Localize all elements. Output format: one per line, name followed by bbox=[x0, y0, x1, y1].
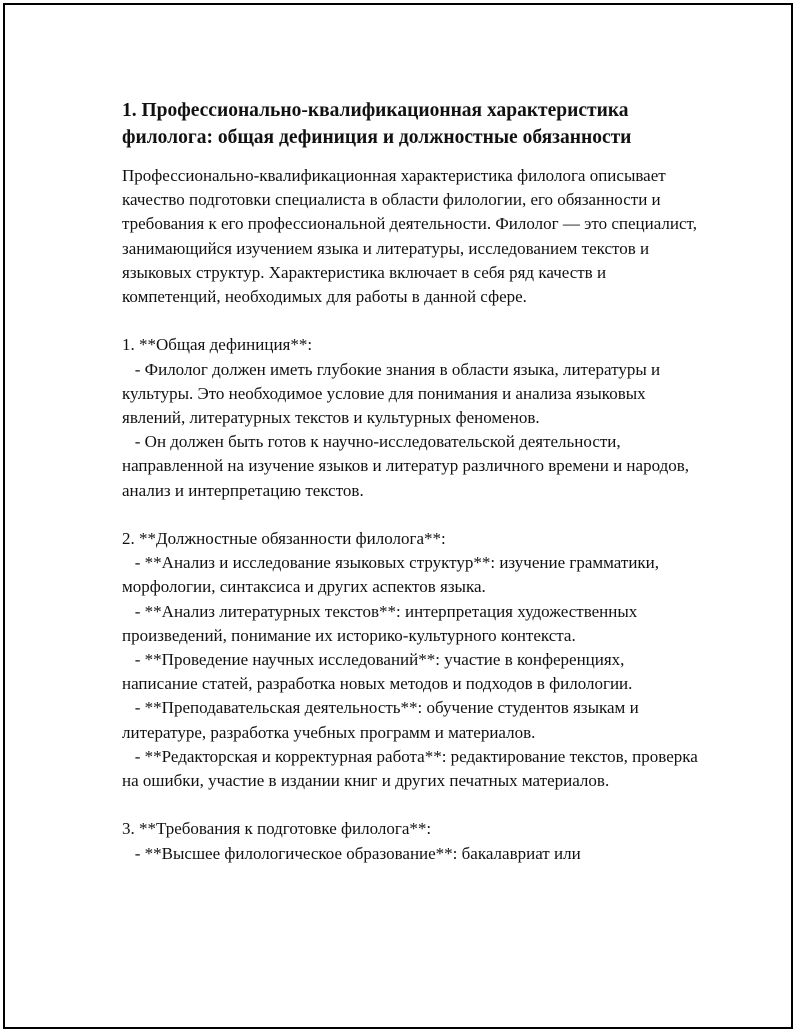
page-frame bbox=[3, 3, 793, 1029]
document-body: Профессионально-квалификационная характеристика филолога описывает качество подготовки специалиста в области филологии, его обязанности и требования к его профессиональной деятельности. Филолог — это специалист, занимающийся изучением языка и литературы, исследованием текстов и языковых структур. Характеристика включает в себя ряд качеств и компетенций, необходимых для работы в данной сфере. 1. **Общая дефиниция**: - Филолог должен иметь глубокие знания в области языка, литературы и культуры. Это необходимое условие для понимания и анализа языковых явлений, литературных текстов и культурных феноменов. - Он должен быть готов к научно-исследовательской деятельности, направленной на изучение языков и литератур различного времени и народов, анализ и интерпретацию текстов. 2. **Должностные обязанности филолога**: - **Анализ и исследование языковых структур**: изучение грамматики, морфологии, синтаксиса и других аспектов языка. - **Анализ литературных текстов**: интерпретация художественных произведений, понимание их историко-культурного контекста. - **Проведение научных исследований**: участие в конференциях, написание статей, разработка новых методов и подходов в филологии. - **Преподавательская деятельность**: обучение студентов языкам и литературе, разработка учебных программ и материалов. - **Редакторская и корректурная работа**: редактирование текстов, проверка на ошибки, участие в издании книг и других печатных материалов. 3. **Требования к подготовке филолога**: - **Высшее филологическое образование**: бакалавриат или bbox=[122, 166, 698, 863]
document-content bbox=[122, 97, 702, 866]
document-heading: 1. Профессионально-квалификационная характеристика филолога: общая дефиниция и должностные обязанности bbox=[122, 100, 632, 148]
